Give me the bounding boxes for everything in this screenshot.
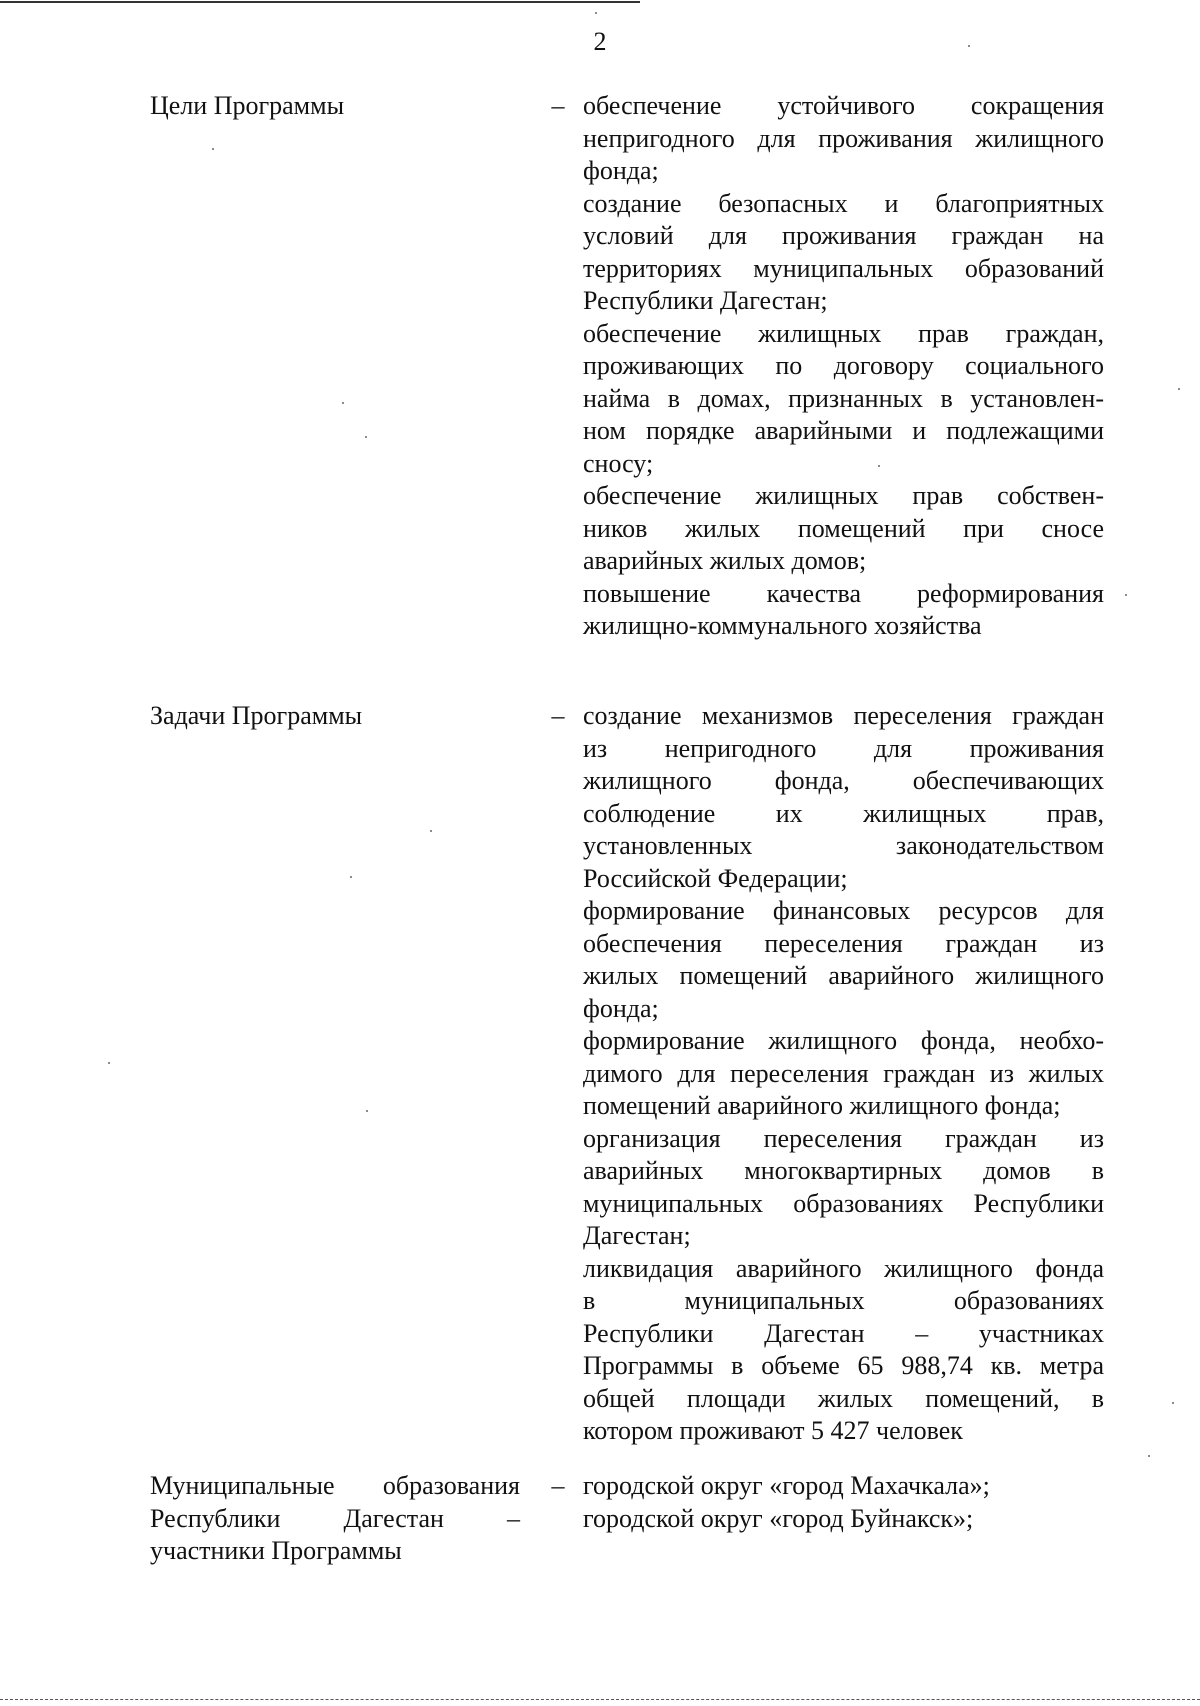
scan-speck (1125, 594, 1127, 596)
scan-edge-bottom (0, 1699, 1200, 1700)
scan-speck (350, 876, 352, 878)
scan-speck (968, 45, 970, 47)
row-content-line: формирование финансовых ресурсов для (583, 896, 1104, 925)
row-content-line: сносу; (583, 448, 654, 478)
scan-speck (430, 830, 432, 832)
row-content-line: городской округ «город Буйнакск»; (583, 1503, 974, 1533)
row-content-line: из непригодного для проживания (583, 733, 1104, 763)
row-content-line: обеспечение жилищных прав собствен- (583, 481, 1104, 510)
scan-speck (366, 1110, 368, 1112)
row-content-line: димого для переселения граждан из жилых (583, 1058, 1104, 1088)
scan-speck (342, 402, 344, 404)
row-content (583, 700, 1104, 1448)
row-content-line: найма в домах, признанных в установлен- (583, 383, 1104, 413)
row-dash: – (551, 1471, 565, 1500)
row-label-line: Республики Дагестан – (150, 1503, 520, 1533)
row-content-line: обеспечения переселения граждан из (583, 928, 1104, 958)
row-content-line: создание механизмов переселения граждан (583, 701, 1104, 730)
row-content-line: в муниципальных образованиях (583, 1286, 1104, 1315)
scan-speck (878, 465, 880, 467)
row-content-line: общей площади жилых помещений, в (583, 1383, 1104, 1413)
row-content-line: территориях муниципальных образований (583, 253, 1104, 283)
row-label (150, 1470, 520, 1568)
row-label-line: Цели Программы (150, 91, 345, 120)
page-number: 2 (593, 27, 607, 56)
row-content-line: фонда; (583, 993, 659, 1023)
row-content-line: ном порядке аварийными и подлежащими (583, 416, 1104, 445)
scan-speck (595, 12, 597, 14)
row-content-line: жилых помещений аварийного жилищного (583, 961, 1104, 990)
row-content-line: обеспечение жилищных прав граждан, (583, 318, 1104, 348)
row-content-line: котором проживают 5 427 человек (583, 1416, 963, 1445)
row-content-line: фонда; (583, 156, 659, 185)
scan-speck (1172, 1402, 1174, 1404)
row-label-line: Задачи Программы (150, 701, 363, 730)
row-content-line: ников жилых помещений при сносе (583, 513, 1104, 543)
row-content-line: непригодного для проживания жилищного (583, 123, 1104, 153)
row-content-line: Программы в объеме 65 988,74 кв. метра (583, 1351, 1104, 1380)
row-content-line: условий для проживания граждан на (583, 221, 1104, 250)
row-content-line: жилищного фонда, обеспечивающих (583, 766, 1104, 795)
row-content-line: ликвидация аварийного жилищного фонда (583, 1253, 1104, 1283)
scan-speck (108, 1062, 110, 1064)
row-content-line: Дагестан; (583, 1221, 691, 1250)
row-content-line: Российской Федерации; (583, 863, 848, 893)
row-content-line: Республики Дагестан – участниках (583, 1318, 1104, 1348)
row-content-line: обеспечение устойчивого сокращения (583, 91, 1104, 120)
row-content (583, 1470, 1104, 1535)
row-content-line: организация переселения граждан из (583, 1123, 1104, 1153)
row-label (150, 700, 520, 733)
scan-speck (1178, 388, 1180, 390)
row-content-line: формирование жилищного фонда, необхо- (583, 1026, 1104, 1055)
scan-speck (365, 436, 367, 438)
row-content-line: жилищно-коммунального хозяйства (583, 611, 982, 640)
row-content-line: городской округ «город Махачкала»; (583, 1471, 990, 1500)
row-content (583, 90, 1104, 643)
row-dash: – (551, 701, 565, 730)
row-content-line: муниципальных образованиях Республики (583, 1188, 1104, 1218)
row-label (150, 90, 520, 123)
row-content-line: аварийных многоквартирных домов в (583, 1156, 1104, 1185)
scan-edge-top (0, 1, 640, 3)
row-content-line: аварийных жилых домов; (583, 546, 867, 575)
row-label-line: участники Программы (150, 1536, 402, 1565)
row-label-line: Муниципальные образования (150, 1471, 520, 1500)
row-content-line: установленных законодательством (583, 831, 1104, 860)
row-content-line: Республики Дагестан; (583, 286, 828, 315)
row-content-line: помещений аварийного жилищного фонда; (583, 1091, 1061, 1120)
row-dash: – (551, 91, 565, 120)
row-content-line: создание безопасных и благоприятных (583, 188, 1104, 218)
row-content-line: соблюдение их жилищных прав, (583, 798, 1104, 828)
scan-speck (1148, 1455, 1150, 1457)
scan-speck (212, 148, 214, 150)
row-content-line: повышение качества реформирования (583, 578, 1104, 608)
row-content-line: проживающих по договору социального (583, 351, 1104, 380)
